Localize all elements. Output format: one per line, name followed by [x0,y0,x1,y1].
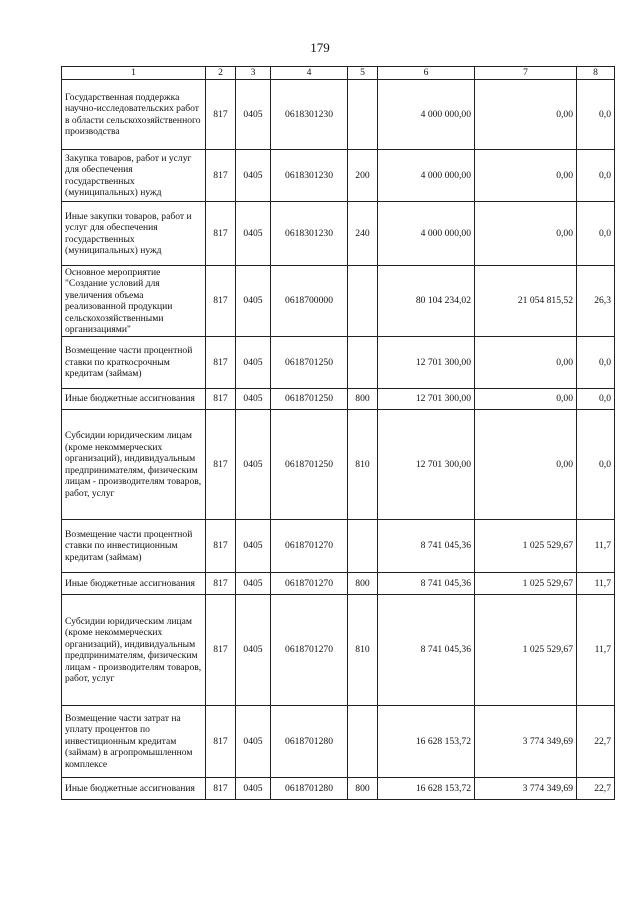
row-planned-amount: 80 104 234,02 [378,266,475,337]
row-name: Государственная поддержка научно-исследовательских работ в области сельскохозяйственного производства [62,80,206,150]
row-target-article: 0618700000 [271,266,348,337]
table-row [62,80,615,150]
row-section-code: 0405 [236,595,271,706]
row-expense-type: 800 [348,778,378,800]
row-actual-amount: 21 054 815,52 [475,266,577,337]
column-header: 4 [271,67,348,80]
column-header: 3 [236,67,271,80]
row-actual-amount: 3 774 349,69 [475,706,577,778]
row-section-code: 0405 [236,150,271,202]
row-percent: 0,0 [577,337,615,389]
row-planned-amount: 12 701 300,00 [378,410,475,520]
row-percent: 22,7 [577,706,615,778]
row-actual-amount: 0,00 [475,337,577,389]
row-section-code: 0405 [236,337,271,389]
table-row [62,595,615,706]
row-name: Иные бюджетные ассигнования [62,389,206,410]
page-number: 179 [310,40,330,55]
row-actual-amount: 3 774 349,69 [475,778,577,800]
row-admin-code: 817 [206,150,236,202]
row-percent: 26,3 [577,266,615,337]
row-actual-amount: 0,00 [475,202,577,266]
row-planned-amount: 12 701 300,00 [378,337,475,389]
row-percent: 0,0 [577,389,615,410]
row-admin-code: 817 [206,410,236,520]
row-target-article: 0618701250 [271,410,348,520]
row-target-article: 0618301230 [271,150,348,202]
table-row [62,337,615,389]
row-percent: 22,7 [577,778,615,800]
column-header: 6 [378,67,475,80]
column-header: 5 [348,67,378,80]
row-actual-amount: 0,00 [475,150,577,202]
row-target-article: 0618701280 [271,778,348,800]
table-row [62,778,615,800]
row-actual-amount: 0,00 [475,410,577,520]
row-expense-type: 240 [348,202,378,266]
row-actual-amount: 1 025 529,67 [475,595,577,706]
row-planned-amount: 4 000 000,00 [378,80,475,150]
row-section-code: 0405 [236,389,271,410]
row-section-code: 0405 [236,266,271,337]
row-percent: 11,7 [577,520,615,573]
column-header: 1 [62,67,206,80]
row-admin-code: 817 [206,573,236,595]
column-header: 7 [475,67,577,80]
table-body [62,80,615,800]
table-row [62,573,615,595]
row-expense-type: 200 [348,150,378,202]
table-row [62,706,615,778]
row-name: Возмещение части процентной ставки по инвестиционным кредитам (займам) [62,520,206,573]
row-expense-type: 800 [348,389,378,410]
row-percent: 0,0 [577,150,615,202]
row-target-article: 0618701250 [271,337,348,389]
row-expense-type: 810 [348,595,378,706]
row-section-code: 0405 [236,778,271,800]
row-admin-code: 817 [206,778,236,800]
row-actual-amount: 1 025 529,67 [475,520,577,573]
row-admin-code: 817 [206,389,236,410]
row-target-article: 0618701280 [271,706,348,778]
row-section-code: 0405 [236,202,271,266]
table-header-row [62,67,615,80]
row-section-code: 0405 [236,706,271,778]
row-target-article: 0618701250 [271,389,348,410]
row-target-article: 0618701270 [271,520,348,573]
row-expense-type [348,520,378,573]
row-percent: 11,7 [577,595,615,706]
row-name: Субсидии юридическим лицам (кроме некоммерческих организаций), индивидуальным предпринимателям, физическим лицам - производителям товаров, работ, услуг [62,410,206,520]
table-row [62,202,615,266]
row-admin-code: 817 [206,80,236,150]
column-header: 2 [206,67,236,80]
row-expense-type: 810 [348,410,378,520]
row-target-article: 0618701270 [271,595,348,706]
table-row [62,150,615,202]
row-expense-type [348,706,378,778]
row-name: Иные бюджетные ассигнования [62,573,206,595]
table-row [62,410,615,520]
row-admin-code: 817 [206,266,236,337]
row-section-code: 0405 [236,520,271,573]
row-expense-type: 800 [348,573,378,595]
row-actual-amount: 1 025 529,67 [475,573,577,595]
row-name: Основное мероприятие "Создание условий для увеличения объема реализованной продукции сельскохозяйственными организациями" [62,266,206,337]
row-percent: 0,0 [577,202,615,266]
row-name: Закупка товаров, работ и услуг для обеспечения государственных (муниципальных) нужд [62,150,206,202]
row-section-code: 0405 [236,573,271,595]
row-name: Возмещение части процентной ставки по краткосрочным кредитам (займам) [62,337,206,389]
row-actual-amount: 0,00 [475,80,577,150]
row-section-code: 0405 [236,410,271,520]
row-planned-amount: 8 741 045,36 [378,520,475,573]
row-admin-code: 817 [206,520,236,573]
row-name: Иные закупки товаров, работ и услуг для обеспечения государственных (муниципальных) нужд [62,202,206,266]
row-planned-amount: 8 741 045,36 [378,595,475,706]
table-row [62,389,615,410]
table-row [62,520,615,573]
row-planned-amount: 4 000 000,00 [378,202,475,266]
row-admin-code: 817 [206,595,236,706]
row-planned-amount: 8 741 045,36 [378,573,475,595]
row-actual-amount: 0,00 [475,389,577,410]
table-row [62,266,615,337]
row-name: Субсидии юридическим лицам (кроме некоммерческих организаций), индивидуальным предпринимателям, физическим лицам - производителям товаров, работ, услуг [62,595,206,706]
row-planned-amount: 16 628 153,72 [378,706,475,778]
row-planned-amount: 16 628 153,72 [378,778,475,800]
row-expense-type [348,266,378,337]
row-expense-type [348,337,378,389]
row-admin-code: 817 [206,337,236,389]
row-expense-type [348,80,378,150]
row-target-article: 0618701270 [271,573,348,595]
row-target-article: 0618301230 [271,80,348,150]
row-planned-amount: 12 701 300,00 [378,389,475,410]
row-percent: 11,7 [577,573,615,595]
row-section-code: 0405 [236,80,271,150]
row-name: Иные бюджетные ассигнования [62,778,206,800]
row-planned-amount: 4 000 000,00 [378,150,475,202]
row-admin-code: 817 [206,706,236,778]
budget-table [61,66,615,800]
row-name: Возмещение части затрат на уплату процентов по инвестиционным кредитам (займам) в агропромышленном комплексе [62,706,206,778]
row-admin-code: 817 [206,202,236,266]
row-percent: 0,0 [577,80,615,150]
row-target-article: 0618301230 [271,202,348,266]
row-percent: 0,0 [577,410,615,520]
column-header: 8 [577,67,615,80]
